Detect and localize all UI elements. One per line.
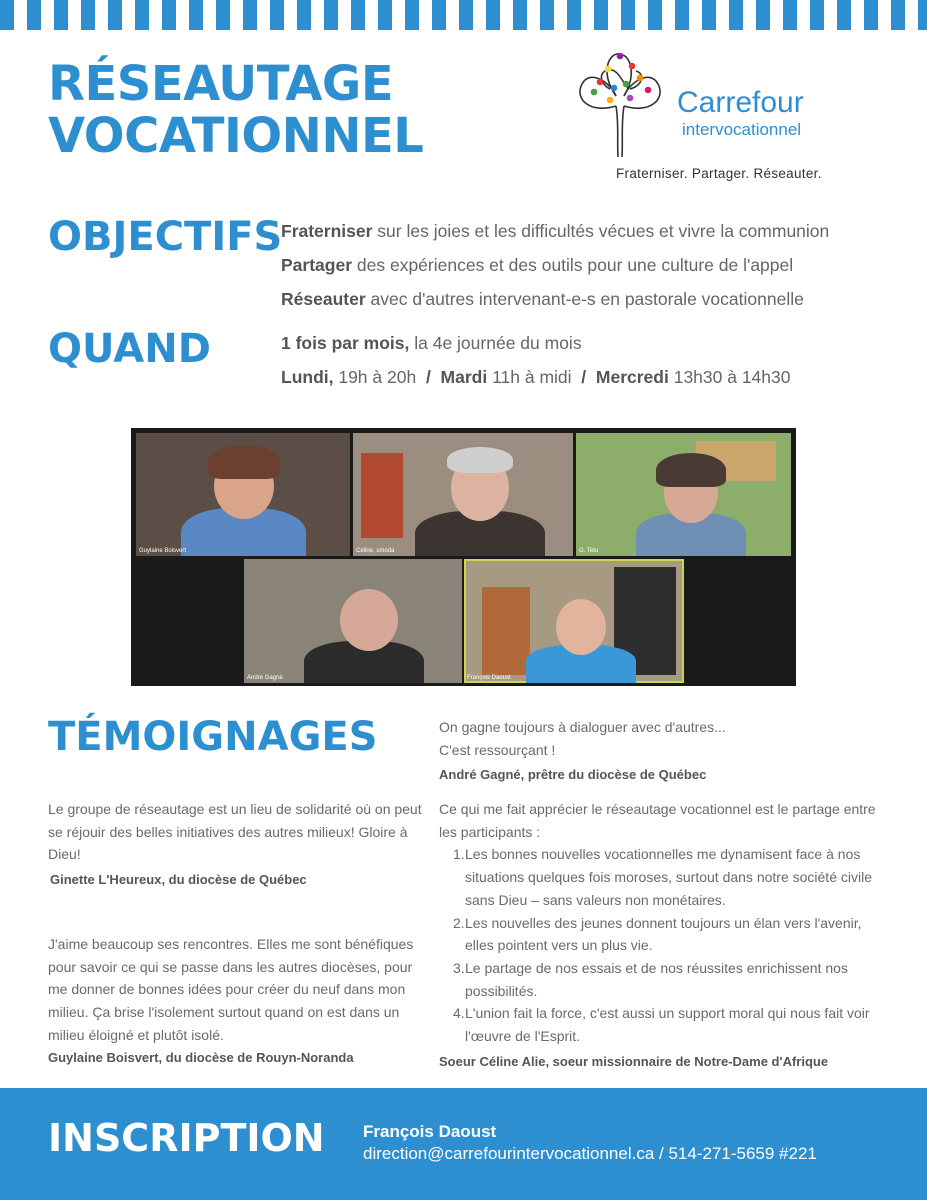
- participant-name: André Gagné: [247, 675, 283, 681]
- schedule-separator: /: [581, 367, 587, 387]
- testimonial-line: C'est ressourçant !: [439, 741, 556, 758]
- list-item: 3. Le partage de nos essais et de nos réussites enrichissent nos possibilités.: [453, 959, 848, 999]
- quand-heading: QUAND: [48, 326, 211, 372]
- testimonial-andre: [439, 716, 879, 787]
- logo-brand: Carrefour: [677, 86, 804, 119]
- frequency-bold: 1 fois par mois,: [281, 333, 410, 353]
- objectif-text: avec d'autres intervenant-e-s en pastorale vocationnelle: [365, 289, 804, 309]
- objectif-keyword: Fraterniser: [281, 221, 373, 241]
- logo-brand-sub: intervocationnel: [682, 120, 802, 139]
- participant-tile: [353, 433, 573, 556]
- testimonial-celine: [439, 798, 879, 1073]
- frequency-text: la 4e journée du mois: [409, 333, 582, 353]
- schedule-separator: /: [425, 367, 431, 387]
- title-line-2: VOCATIONNEL: [48, 108, 424, 164]
- schedule-day: Mercredi: [595, 367, 669, 387]
- objectif-keyword: Réseauter: [281, 289, 366, 309]
- temoignages-heading: TÉMOIGNAGES: [48, 714, 378, 760]
- participant-name: G. Tetu: [579, 548, 599, 554]
- testimonial-text: J'aime beaucoup ses rencontres. Elles me sont bénéfiques pour savoir ce qui se passe dans les autres diocèses, pour me donner de bonnes idées pour créer du neuf dans mon milieu. Ça brise l'isolement surtout quand on est dans un milieu éloigné et plutôt isolé.: [48, 936, 414, 1043]
- testimonial-guylaine: [48, 933, 433, 1069]
- participant-tile: [244, 559, 462, 683]
- title-line-1: RÉSEAUTAGE: [48, 56, 394, 112]
- footer-banner: [0, 1088, 927, 1200]
- list-item: 4. L'union fait la force, c'est aussi un support moral qui nous fait voir l'œuvre de l'Esprit.: [453, 1005, 870, 1045]
- objectif-text: des expériences et des outils pour une culture de l'appel: [352, 255, 794, 275]
- testimonial-line: On gagne toujours à dialoguer avec d'autres...: [439, 719, 726, 735]
- participant-name: Céline, smoda: [356, 548, 395, 554]
- objectif-text: sur les joies et les difficultés vécues et vivre la communion: [372, 221, 830, 241]
- schedule-time: 19h à 20h: [333, 367, 417, 387]
- testimonial-ginette: [48, 798, 433, 892]
- testimonial-author: André Gagné, prêtre du diocèse de Québec: [439, 767, 707, 783]
- participant-name: Guylaine Boisvert: [139, 548, 187, 554]
- contact-details[interactable]: direction@carrefourintervocationnel.ca / 514-271-5659 #221: [363, 1144, 817, 1163]
- objectif-line: [281, 255, 793, 276]
- testimonial-author: Guylaine Boisvert, du diocèse de Rouyn-Noranda: [48, 1049, 354, 1065]
- logo-tagline: Fraterniser. Partager. Réseauter.: [616, 166, 822, 181]
- testimonial-text: Le groupe de réseautage est un lieu de solidarité où on peut se réjouir des belles initiatives des autres milieux! Gloire à Dieu!: [48, 801, 422, 863]
- objectifs-heading: OBJECTIFS: [48, 214, 283, 260]
- objectif-line: [281, 289, 804, 310]
- testimonial-author: Ginette L'Heureux, du diocèse de Québec: [50, 872, 307, 888]
- schedule-line: [281, 367, 791, 388]
- video-call-photo: [131, 428, 796, 686]
- schedule-time: 11h à midi: [487, 367, 572, 387]
- tree-logo-icon: [570, 44, 670, 159]
- testimonial-author: Soeur Céline Alie, soeur missionnaire de Notre-Dame d'Afrique: [439, 1053, 829, 1069]
- participant-tile: [136, 433, 350, 556]
- schedule-time: 13h30 à 14h30: [668, 367, 791, 387]
- page-title: [48, 58, 423, 162]
- participant-tile: [464, 559, 684, 683]
- inscription-heading: INSCRIPTION: [48, 1116, 325, 1160]
- objectif-line: [281, 221, 829, 242]
- testimonial-intro: Ce qui me fait apprécier le réseautage vocationnel est le partage entre les participants :: [439, 801, 876, 840]
- list-item: 1. Les bonnes nouvelles vocationnelles me dynamisent face à nos situations quelques fois moroses, surtout dans notre société civile sans Dieu – sans valeurs non monétaires.: [453, 846, 872, 908]
- objectif-keyword: Partager: [281, 255, 353, 275]
- contact-name: François Daoust: [363, 1122, 497, 1141]
- participant-name: François Daoust: [467, 675, 511, 681]
- frequency-line: [281, 333, 582, 354]
- list-item: 2. Les nouvelles des jeunes donnent toujours un élan vers l'avenir, elles pointent vers un plus vie.: [453, 914, 862, 954]
- schedule-day: Lundi,: [281, 367, 334, 387]
- top-stripe-border: [0, 0, 927, 30]
- carrefour-logo: [570, 44, 870, 194]
- schedule-day: Mardi: [440, 367, 488, 387]
- participant-tile: [576, 433, 791, 556]
- testimonial-list: [439, 843, 879, 1047]
